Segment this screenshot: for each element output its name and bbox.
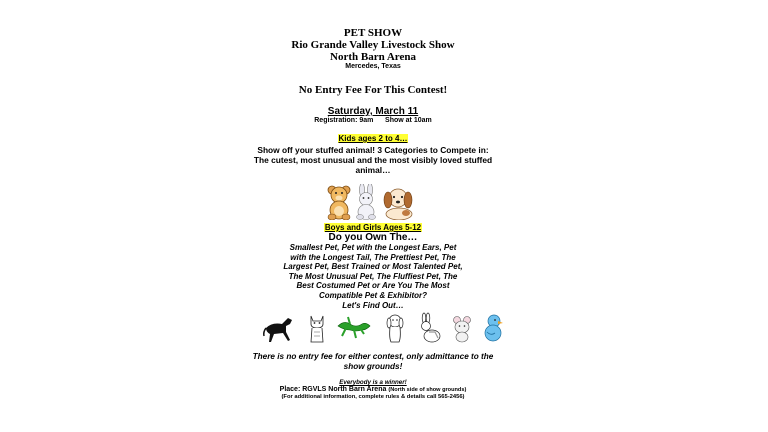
organization-name: Rio Grande Valley Livestock Show bbox=[291, 39, 455, 51]
stuffed-toys-illustration bbox=[326, 184, 418, 220]
event-date: Saturday, March 11 bbox=[327, 106, 419, 117]
mouse-icon bbox=[450, 312, 474, 344]
teddy-bear-icon bbox=[328, 186, 350, 220]
pet-categories-text: Smallest Pet, Pet with the Longest Ears, Pet with the Longest Tail, The Prettiest Pet, The Largest Pet, Best Trained or Most Talented Pet, The Most Unusual Pet, The Fluffiest Pet, The Best Costumed Pet or Are You The Most Compatible Pet & Exhibitor? bbox=[283, 243, 463, 300]
ownership-question: Do you Own The… bbox=[328, 232, 418, 243]
horse-icon bbox=[262, 312, 298, 344]
lizard-icon bbox=[336, 312, 372, 344]
pets-illustration-row bbox=[262, 312, 508, 344]
place-line bbox=[250, 386, 496, 394]
place-note: (North side of show grounds) bbox=[388, 387, 467, 393]
rabbit-icon bbox=[416, 312, 442, 344]
contact-info: (For additional information, complete rules & details call 565-2456) bbox=[281, 394, 465, 400]
venue-name: North Barn Arena bbox=[330, 51, 416, 63]
no-fee-statement: There is no entry fee for either contest, only admittance to the show grounds! bbox=[252, 352, 494, 371]
kids-heading bbox=[250, 134, 496, 143]
city-name: Mercedes, Texas bbox=[345, 63, 401, 70]
place-text: Place: RGVLS North Barn Arena bbox=[279, 386, 387, 393]
cat-icon bbox=[306, 312, 328, 344]
boys-girls-heading-text: Boys and Girls Ages 5-12 bbox=[324, 223, 422, 232]
puppy-icon bbox=[384, 189, 412, 220]
bird-icon bbox=[482, 312, 506, 344]
kids-description: Show off your stuffed animal! 3 Categories to Compete in: The cutest, most unusual and the most visibly loved stuffed animal… bbox=[253, 145, 493, 175]
winner-line: Everybody is a winner! bbox=[339, 379, 407, 386]
boys-girls-heading bbox=[250, 223, 496, 232]
kids-heading-text: Kids ages 2 to 4… bbox=[338, 134, 408, 143]
fee-note: No Entry Fee For This Contest! bbox=[298, 84, 448, 96]
page-title: PET SHOW bbox=[343, 27, 403, 39]
bunny-icon bbox=[357, 184, 376, 220]
pet-categories bbox=[281, 243, 465, 310]
dog-icon bbox=[384, 312, 406, 344]
event-times: Registration: 9am Show at 10am bbox=[314, 117, 432, 124]
find-out-text: Let's Find Out… bbox=[342, 300, 404, 310]
